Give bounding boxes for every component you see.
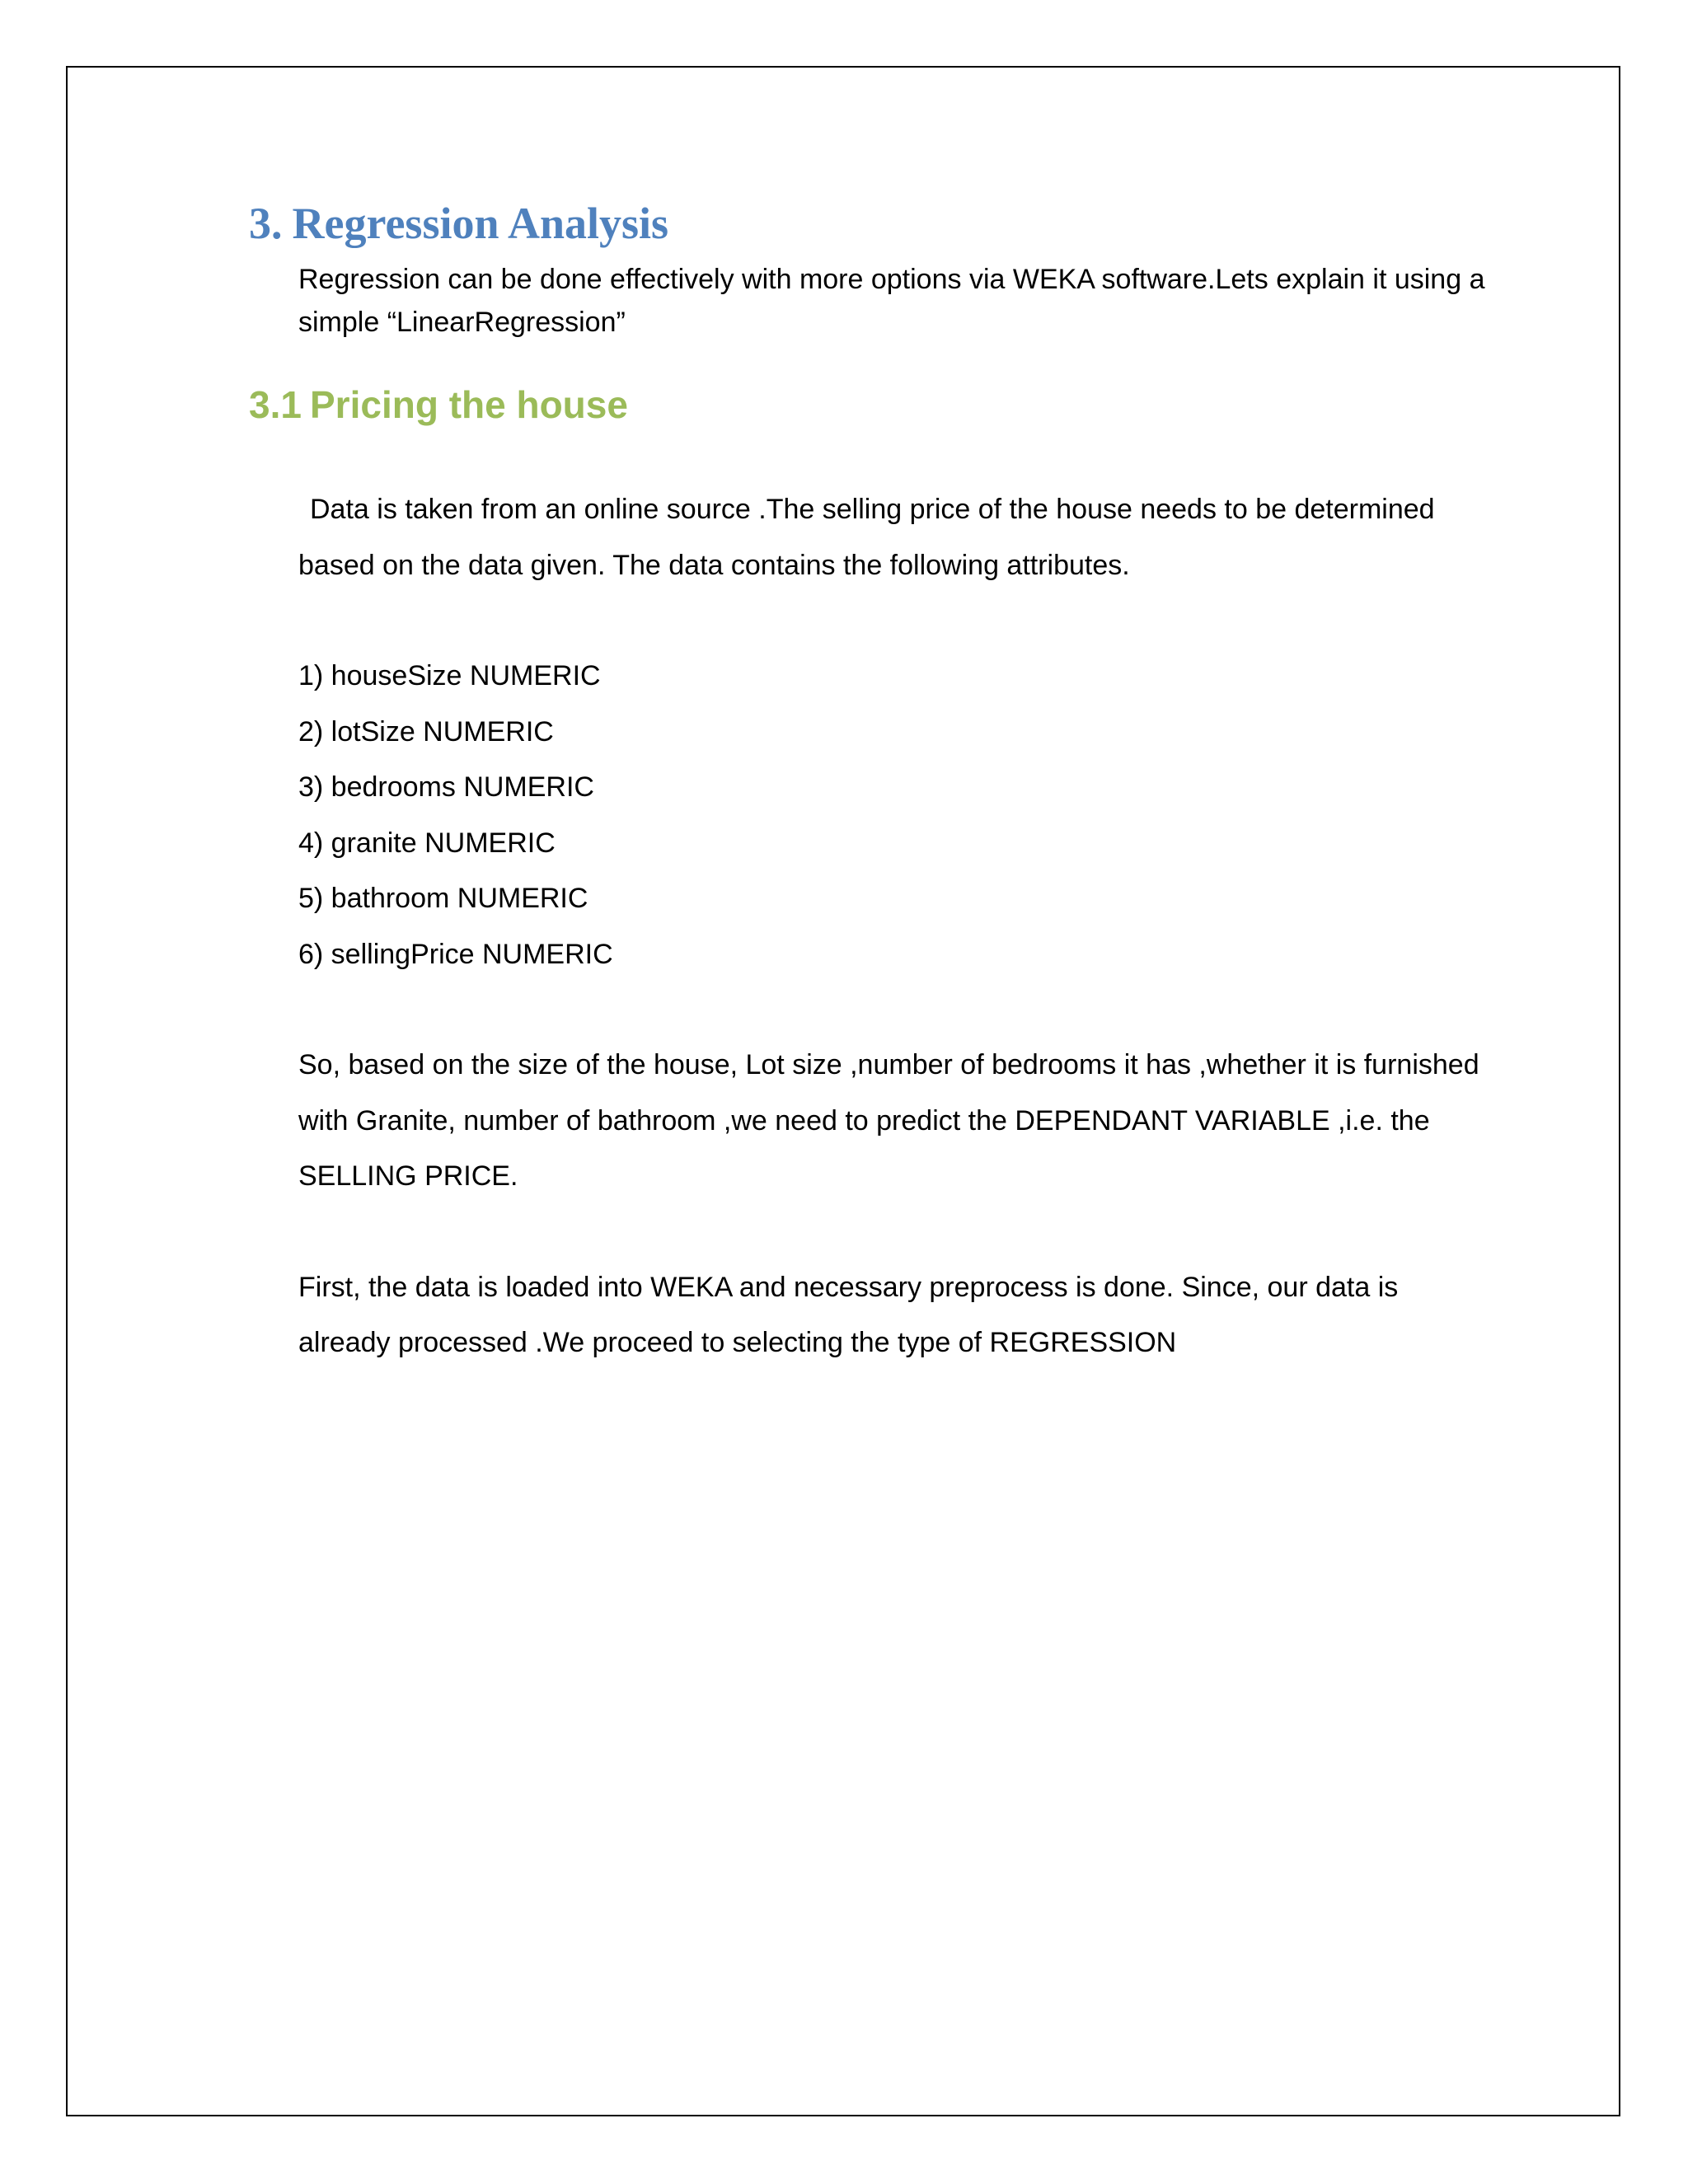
list-item: 5) bathroom NUMERIC bbox=[298, 883, 588, 914]
attribute-list bbox=[298, 649, 1485, 982]
list-item: 1) houseSize NUMERIC bbox=[298, 660, 601, 691]
section-intro: Regression can be done effectively with more options via WEKA software.Lets explain it using a simple “LinearRegression” bbox=[298, 264, 1485, 338]
section-number: 3. bbox=[249, 199, 283, 248]
section-heading bbox=[249, 194, 1485, 253]
section-title: Regression Analysis bbox=[292, 199, 669, 248]
list-item: 2) lotSize NUMERIC bbox=[298, 715, 554, 748]
procedure-paragraph: First, the data is loaded into WEKA and necessary preprocess is done. Since, our data is already processed .We proceed to selecting the type of REGRESSION bbox=[298, 1271, 1399, 1358]
document-content bbox=[249, 194, 1485, 1371]
subsection-title: Pricing the house bbox=[310, 383, 628, 426]
list-item: 4) granite NUMERIC bbox=[298, 827, 556, 859]
subsection-number: 3.1 bbox=[249, 383, 302, 426]
subsection-heading bbox=[249, 380, 1485, 429]
subsection-body bbox=[298, 482, 1485, 1371]
data-source-paragraph bbox=[298, 482, 1485, 593]
data-source-text: Data is taken from an online source .The selling price of the house needs to be determined based on the data given. The data contains the following attributes. bbox=[298, 494, 1435, 581]
prediction-paragraph: So, based on the size of the house, Lot size ,number of bedrooms it has ,whether it is furnished with Granite, number of bathroom ,we need to predict the DEPENDANT VARIABLE ,i.e. the SELLING PRICE. bbox=[298, 1049, 1479, 1192]
list-item: 3) bedrooms NUMERIC bbox=[298, 771, 594, 803]
list-item: 6) sellingPrice NUMERIC bbox=[298, 938, 613, 970]
